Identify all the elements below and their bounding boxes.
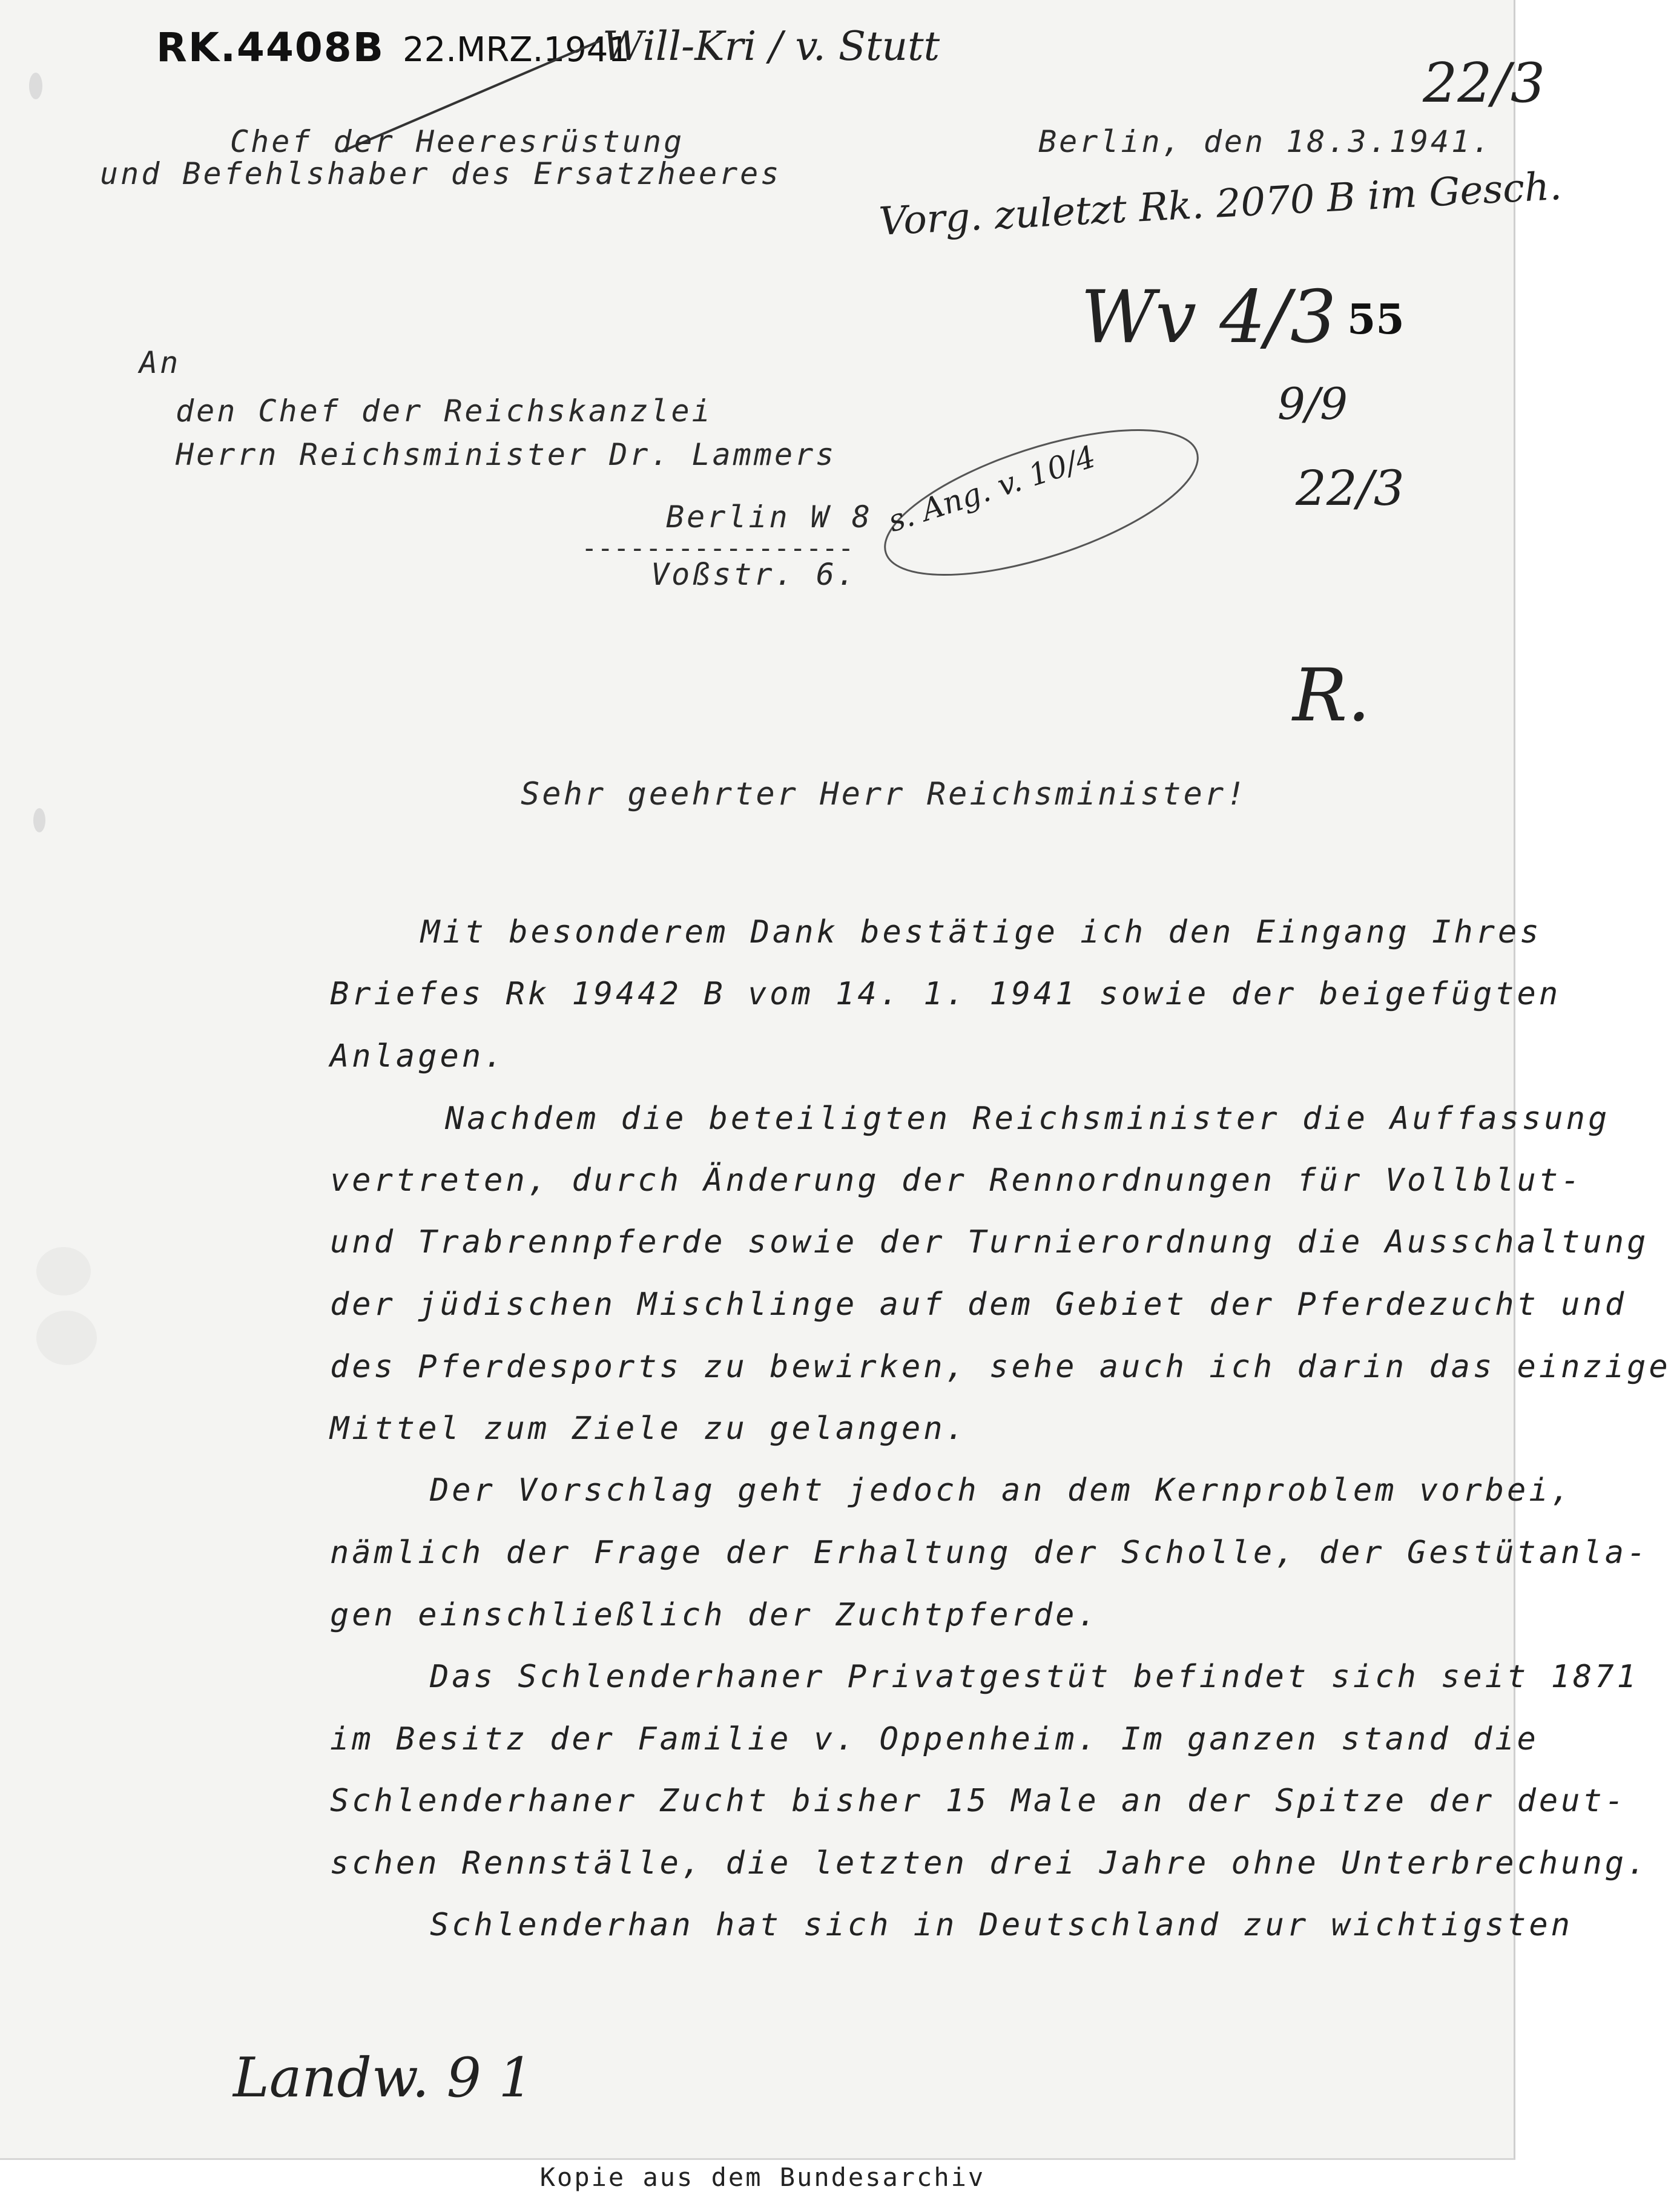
punch-hole-top xyxy=(29,73,42,99)
received-date-stamp: 22.MRZ.1941 xyxy=(403,30,630,70)
body-line: Nachdem die beteiligten Reichsminister die Auffassung xyxy=(445,1101,1610,1137)
followup-stamp-text: s. Ang. v. 10/4 xyxy=(884,439,1100,539)
body-line: der jüdischen Mischlinge auf dem Gebiet der Pferdezucht und xyxy=(330,1286,1627,1323)
punch-hole-mid xyxy=(33,808,45,832)
clerk-mark: Wv 4/3 xyxy=(1081,275,1337,360)
body-line: Das Schlenderhaner Privatgestüt befindet sich seit 1871 xyxy=(430,1659,1639,1695)
page-number: 55 xyxy=(1347,295,1405,344)
salutation: Sehr geehrter Herr Reichsminister! xyxy=(521,776,1248,812)
body-line: vertreten, durch Änderung der Rennordnungen für Vollblut- xyxy=(330,1162,1583,1199)
punch-hole-low2 xyxy=(36,1311,97,1365)
recipient-line-1: den Chef der Reichskanzlei xyxy=(176,393,713,429)
recipient-an: An xyxy=(139,345,181,380)
body-line: Schlenderhan hat sich in Deutschland zur wichtigsten xyxy=(430,1907,1573,1943)
body-line: nämlich der Frage der Erhaltung der Scholle, der Gestütanla- xyxy=(330,1535,1649,1571)
recipient-underline: ----------------- xyxy=(581,533,854,564)
body-line: im Besitz der Familie v. Oppenheim. Im ganzen stand die xyxy=(330,1721,1539,1757)
reference-note: Vorg. zuletzt Rk. 2070 B im Gesch. xyxy=(878,163,1563,245)
recipient-line-2: Herrn Reichsminister Dr. Lammers xyxy=(176,437,837,472)
sender-line-1: Chef der Heeresrüstung xyxy=(230,124,685,159)
margin-mark-99: 9/9 xyxy=(1277,378,1348,429)
body-line: des Pferdesports zu bewirken, sehe auch ich darin das einzige xyxy=(330,1349,1671,1385)
body-line: Anlagen. xyxy=(330,1038,506,1075)
body-line: Mit besonderem Dank bestätige ich den Eingang Ihres xyxy=(421,914,1542,950)
body-line: schen Rennställe, die letzten drei Jahre ohne Unterbrechung. xyxy=(330,1845,1649,1881)
body-line: Mittel zum Ziele zu gelangen. xyxy=(330,1410,967,1447)
registry-stamp: RK.4408B xyxy=(156,24,385,71)
body-line: Der Vorschlag geht jedoch an dem Kernproblem vorbei, xyxy=(430,1472,1573,1509)
filing-note: Landw. 9 1 xyxy=(233,2046,533,2110)
punch-hole-low1 xyxy=(36,1247,91,1295)
sender-line-2: und Befehlshaber des Ersatzheeres xyxy=(100,156,782,191)
archive-footer: Kopie aus dem Bundesarchiv xyxy=(539,2162,986,2192)
body-line: Briefes Rk 19442 B vom 14. 1. 1941 sowie der beigefügten xyxy=(330,976,1561,1012)
handwritten-routing-note: Will-Kri / v. Stutt xyxy=(602,23,940,70)
body-line: Schlenderhaner Zucht bisher 15 Male an der Spitze der deut- xyxy=(330,1783,1627,1819)
place-and-date: Berlin, den 18.3.1941. xyxy=(1038,124,1493,159)
recipient-city: Berlin W 8 xyxy=(666,499,873,535)
body-line: gen einschließlich der Zuchtpferde. xyxy=(330,1597,1099,1633)
body-line: und Trabrennpferde sowie der Turnierordnung die Ausschaltung xyxy=(330,1224,1649,1260)
margin-mark-22: 22/3 xyxy=(1296,460,1405,516)
margin-mark-top: 22/3 xyxy=(1423,51,1546,115)
initial-mark: R. xyxy=(1293,654,1371,738)
recipient-street: Voßstr. 6. xyxy=(651,557,858,592)
